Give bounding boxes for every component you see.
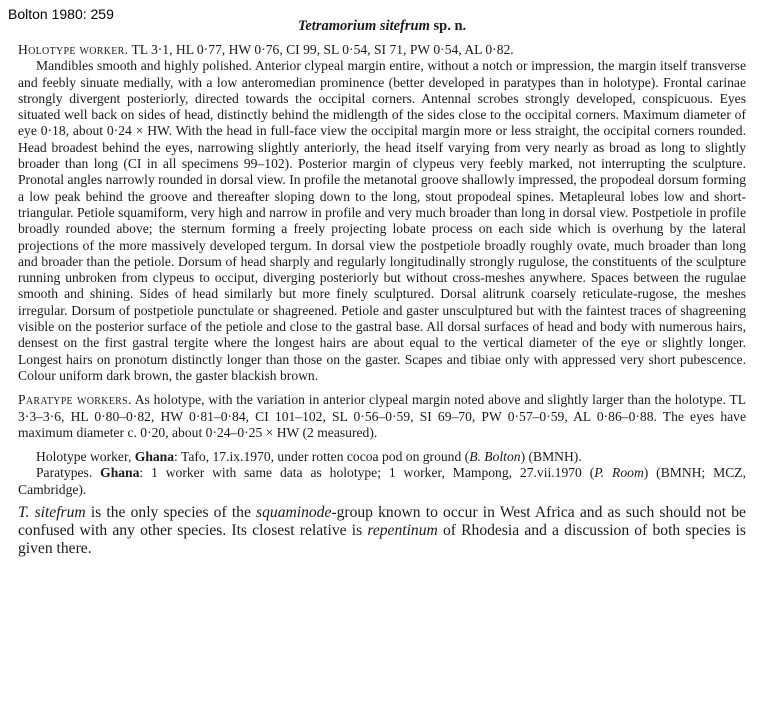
paratype-material-suffix: ) (BMNH; MCZ, Cambridge).: [18, 465, 746, 497]
species-title: [18, 18, 746, 36]
remarks-group: squaminode: [256, 504, 332, 522]
species-description-page: [18, 18, 746, 558]
remarks-paragraph: [18, 504, 746, 558]
holotype-material: [18, 449, 746, 465]
paratype-label: Paratype workers.: [18, 392, 132, 408]
paratype-paragraph: [18, 392, 746, 441]
paratype-collector: P. Room: [594, 465, 644, 481]
holotype-description: Mandibles smooth and highly polished. Anterior clypeal margin entire, without a notch or impression, the margin itself transverse and feebly sinuate medially, with a low anteromedian prominence (better developed in paratypes than in holotype). Frontal carinae strongly divergent posteriorly, directed towards the occipital corners. Antennal scrobes strongly developed, conspicuous. Eyes situated well back on sides of head, distinctly behind the midlength of the sides close to the occipital corners. Maximum diameter of eye 0·18, about 0·24 × HW. With the head in full-face view the occipital margin more or less straight, the occipital corners rounded. Head broadest behind the eyes, narrowing slightly anteriorly, the head itself varying from very nearly as broad as long to slightly broader than long (CI in all specimens 99–102). Posterior margin of clypeus very feebly marked, not interrupting the sculpture. Pronotal angles narrowly rounded in dorsal view. In profile the metanotal groove shallowly impressed, the propodeal dorsum forming a low peak behind the groove and thereafter sloping down to the long, stout propodeal spines. Metapleural lobes low and short-triangular. Petiole squamiform, very high and narrow in profile and very much broader than long in dorsal view. Postpetiole in profile broadly rounded above; the sternum forming a freely projecting lobate process on each side which is overhung by the lateral projections of the more massively developed tergum. In dorsal view the postpetiole broadly roughly ovate, much broader than long and broader than the petiole. Dorsum of head sharply and regularly longitudinally strongly rugulose, the constituents of the sculpture running unbroken from clypeus to occiput, diverging posteriorly but without cross-meshes anywhere. Spaces between the rugulae smooth and shining. Sides of head similarly but more finely sculptured. Dorsal alitrunk coarsely reticulate-rugose, the meshes irregular. Dorsum of postpetiole punctulate or shagreened. Petiole and gaster unsculptured but with the faintest traces of shagreening visible on the posterior surface of the petiole and close to the gastral base. All dorsal surfaces of head and body with numerous hairs, densest on the first gastral tergite where the longest hairs are about equal to the vertical diameter of the eye or slightly longer. Longest hairs on pronotum distinctly longer than those on the gaster. Scapes and tibiae only with appressed very short pubescence. Colour uniform dark brown, the gaster blackish brown.: [18, 58, 746, 383]
holotype-material-prefix: Holotype worker,: [36, 449, 132, 465]
paratype-text: As holotype, with the variation in anterior clypeal margin noted above and slightly larger than the holotype. TL 3·3–3·6, HL 0·80–0·82, HW 0·81–0·84, CI 101–102, SL 0·56–0·59, SI 69–70, PW 0·57–0·59, AL 0·86–0·88. The eyes have maximum diameter c. 0·20, about 0·24–0·25 × HW (2 measured).: [18, 392, 746, 440]
holotype-paragraph: [18, 42, 746, 58]
remarks-relative: repentinum: [367, 522, 438, 540]
paratype-material-text: : 1 worker with same data as holotype; 1 worker, Mampong, 27.vii.1970 (: [139, 465, 595, 481]
paratype-material-prefix: Paratypes.: [36, 465, 93, 481]
paratype-country: Ghana: [100, 465, 140, 481]
holotype-country: Ghana: [134, 449, 175, 465]
holotype-collector: B. Bolton: [469, 449, 521, 465]
holotype-label: Holotype worker.: [18, 42, 129, 57]
species-status-text: sp. n.: [433, 18, 467, 34]
species-name: Tetramorium sitefrum: [297, 18, 430, 34]
holotype-measurements: TL 3·1, HL 0·77, HW 0·76, CI 99, SL 0·54, SI 71, PW 0·54, AL 0·82.: [131, 42, 514, 57]
holotype-material-text: : Tafo, 17.ix.1970, under rotten cocoa pod on ground (: [174, 449, 470, 465]
remarks-text-2: -group known to occur in West Africa and as such should not be confused with any other species. Its closest relative is: [18, 504, 746, 540]
remarks-text-1: is the only species of the: [85, 504, 257, 522]
paratype-material: [18, 465, 746, 498]
citation-label: Bolton 1980: 259: [8, 6, 114, 22]
remarks-species: T. sitefrum: [18, 504, 86, 522]
holotype-material-suffix: ) (BMNH).: [520, 449, 582, 465]
remarks-text-3: of Rhodesia and a discussion of both species is given there.: [18, 522, 746, 558]
